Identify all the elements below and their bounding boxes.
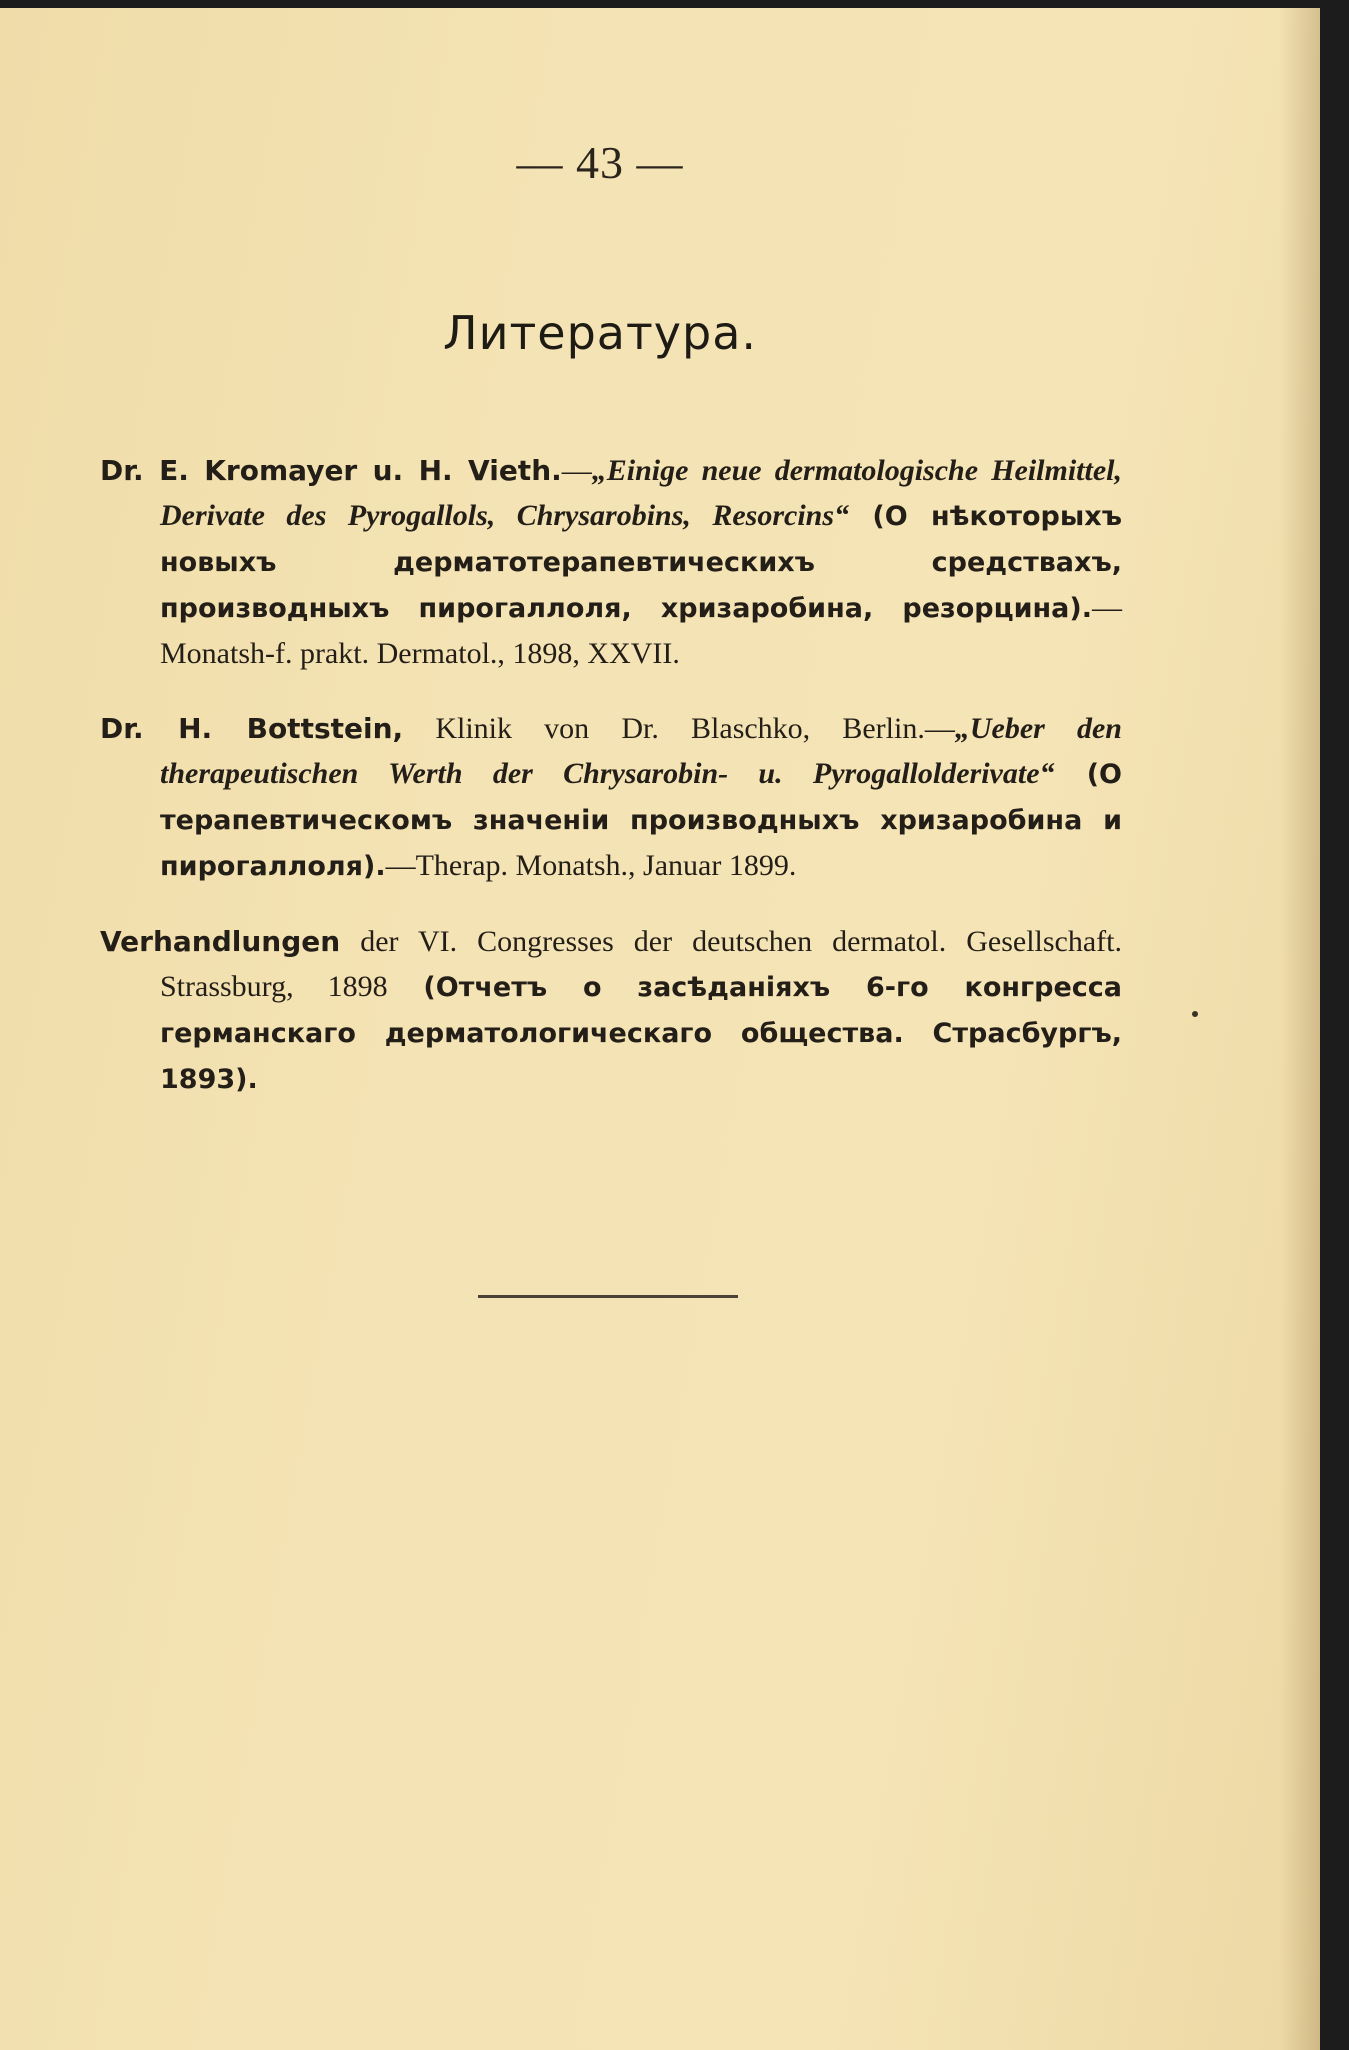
reference-author: Dr. E. Kromayer u. H. Vieth.: [100, 454, 562, 487]
reference-author: Dr. H. Bottstein,: [100, 712, 404, 745]
reference-affiliation: Klinik von Dr. Blaschko, Berlin.—: [403, 712, 955, 745]
end-rule-divider: [478, 1295, 738, 1298]
reference-translation: (О нѣкоторыхъ новыхъ дерматотерапевтическихъ средствахъ, производныхъ пирогаллоля, хризаробина, резорцина).: [160, 501, 1123, 624]
reference-separator: —: [561, 454, 592, 487]
reference-title: „Einige neue dermatologische Heilmittel, Derivate des Pyrogallols, Chrysarobins, Resorcins“: [160, 454, 1122, 532]
reference-source: —Monatsh-f. prakt. Dermatol., 1898, XXVII.: [160, 591, 1122, 670]
document-page: [0, 8, 1320, 2050]
reference-title: „Ueber den therapeutischen Werth der Chrysarobin- u. Pyrogallolderivate“: [160, 712, 1122, 790]
ink-speck: [1192, 1011, 1198, 1017]
reference-translation: (Отчетъ о засѣданiяхъ 6-го конгресса германскаго дерматологическаго общества. Страсбургъ, 1893).: [160, 972, 1123, 1095]
reference-list: [100, 418, 1122, 1118]
page-number: — 43 —: [516, 137, 684, 188]
reference-author: Verhandlungen: [100, 925, 341, 958]
reference-body: der VI. Congresses der deutschen dermatol. Gesellschaft. Strassburg, 1898: [160, 925, 1122, 1003]
reference-translation: (О терапевтическомъ значенiи производныхъ хризаробина и пирогаллоля).: [160, 759, 1122, 882]
reference-item: [100, 919, 1122, 1102]
section-heading: Литература.: [443, 306, 757, 360]
reference-source: —Therap. Monatsh., Januar 1899.: [385, 849, 797, 882]
reference-item: [100, 706, 1122, 889]
reference-item: [100, 448, 1122, 676]
